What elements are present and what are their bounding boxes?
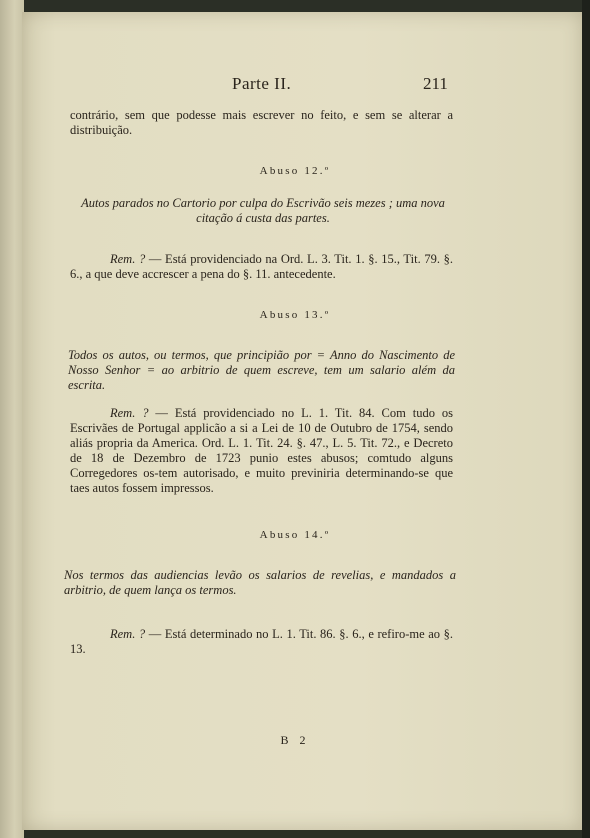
continuation-paragraph: contrário, sem que podesse mais escrever no feito, e sem se alterar a distribuição.: [70, 108, 453, 137]
section-heading-12: Abuso 12.º: [259, 165, 331, 177]
abuse-statement-13: Todos os autos, ou termos, que principião por = Anno do Nascimento de Nosso Senhor = ao arbitrio de quem escreve, tem um salario além da escrita.: [68, 348, 455, 392]
remedy-text: — Está providenciado no L. 1. Tit. 84. Com tudo os Escrivães de Portugal applicão a si a Lei de 10 de Outubro de 1754, sendo aliás propria da America. Ord. L. 1. Tit. 24. §. 47., L. 5. Tit. 72., e Decreto de 18 de Dezembro de 1723 punio estes abusos; comtudo alguns Corregedores os-tem autorisado, e muito previniria determinando-se que taes autos fossem impressos.: [70, 406, 453, 495]
remedy-paragraph-13: [70, 406, 453, 496]
abuse-statement-12: Autos parados no Cartorio por culpa do Escrivão seis mezes ; uma nova citação á custa das partes.: [81, 196, 445, 225]
previous-page-edge: [0, 0, 24, 838]
section-heading-14: Abuso 14.º: [259, 529, 331, 541]
remedy-label: Rem. ?: [110, 406, 149, 420]
remedy-paragraph-14: [70, 627, 453, 657]
abuse-statement-14: Nos termos das audiencias levão os salarios de revelias, e mandados a arbitrio, de quem lança os termos.: [64, 568, 456, 597]
signature-mark: B 2: [280, 733, 310, 747]
page-edge-shadow: [582, 0, 590, 838]
remedy-text: — Está providenciado na Ord. L. 3. Tit. 1. §. 15., Tit. 79. §. 6., a que deve accrescer a pena do §. 11. antecedente.: [70, 252, 453, 281]
part-title: Parte II.: [232, 74, 292, 93]
remedy-paragraph-12: [70, 252, 453, 282]
section-heading-13: Abuso 13.º: [259, 309, 331, 321]
page-number: 211: [423, 74, 448, 93]
remedy-text: — Está determinado no L. 1. Tit. 86. §. 6., e refiro-me ao §. 13.: [70, 627, 453, 656]
running-header: [0, 74, 590, 98]
remedy-label: Rem. ?: [110, 627, 146, 641]
remedy-label: Rem. ?: [110, 252, 146, 266]
